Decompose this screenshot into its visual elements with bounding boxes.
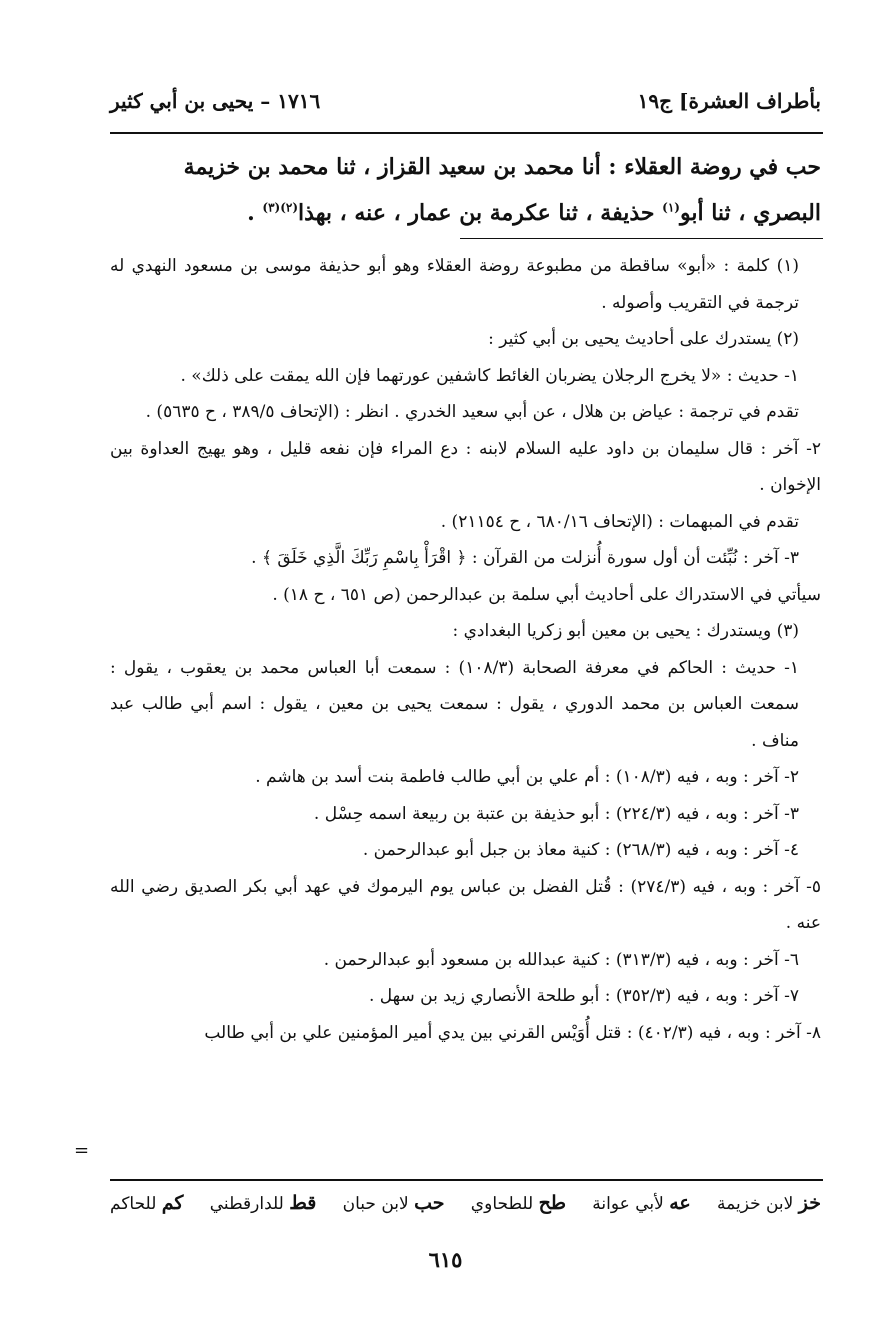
- book-title: بأطراف العشرة] ج١٩: [637, 89, 821, 113]
- abbrev-item: حب لابن حبان: [342, 1192, 445, 1214]
- footnote-2: (٢) يستدرك على أحاديث يحيى بن أبي كثير :: [488, 329, 799, 349]
- note-item: ٢- آخر : وبه ، فيه (١٠٨/٣) : أم علي بن أبي طالب فاطمة بنت أسد بن هاشم .: [255, 767, 799, 787]
- page-number: ٦١٥: [428, 1247, 463, 1272]
- note-item: ٨- آخر : وبه ، فيه (٤٠٢/٣) : قتل أُوَيْس القرني بين يدي أمير المؤمنين علي بن أبي طالب: [204, 1022, 821, 1043]
- footnote-1: (١) كلمة : «أبو» ساقطة من مطبوعة روضة العقلاء وهو أبو حذيفة موسى بن مسعود النهدي له ترجمة في التقريب وأصوله .: [110, 256, 799, 313]
- continuation-mark: =: [74, 1140, 90, 1161]
- abbrev-item: طح للطحاوي: [470, 1192, 567, 1214]
- main-text: [110, 144, 821, 236]
- note-item: ١- حديث : الحاكم في معرفة الصحابة (١٠٨/٣) : سمعت أبا العباس محمد بن يعقوب ، يقول : سمعت العباس بن محمد الدوري ، يقول : سمعت يحيى بن معين ، يقول : اسم أبي طالب عبد مناف .: [110, 657, 799, 751]
- note-item: سيأتي في الاستدراك على أحاديث أبي سلمة بن عبدالرحمن (ص ٦٥١ ، ح ١٨) .: [272, 584, 821, 605]
- footnote-ref-1[interactable]: (١): [662, 200, 680, 215]
- footnote-ref-2-3[interactable]: (٢)(٣): [262, 200, 299, 215]
- note-item: تقدم في ترجمة : عياض بن هلال ، عن أبي سعيد الخدري . انظر : (الإتحاف ٣٨٩/٥ ، ح ٥٦٣٥) .: [145, 402, 799, 422]
- abbrev-item: عه لأبي عوانة: [592, 1192, 691, 1214]
- note-item: تقدم في المبهمات : (الإتحاف ٦٨٠/١٦ ، ح ٢١١٥٤) .: [440, 511, 799, 532]
- main-line-1: حب في روضة العقلاء : أنا محمد بن سعيد القزاز ، ثنا محمد بن خزيمة: [183, 154, 821, 180]
- running-header: [110, 84, 821, 118]
- footnotes: [110, 248, 821, 1051]
- abbrev-item: كم للحاكم: [110, 1192, 184, 1214]
- header-rule: [110, 132, 823, 134]
- abbrev-item: قط للدارقطني: [209, 1192, 317, 1214]
- abbrev-item: خز لابن خزيمة: [717, 1192, 821, 1214]
- section-title: ١٧١٦ – يحيى بن أبي كثير: [110, 89, 321, 113]
- bottom-rule: [110, 1179, 823, 1181]
- footnote-rule: [460, 238, 823, 239]
- note-item: ٥- آخر : وبه ، فيه (٢٧٤/٣) : قُتل الفضل بن عباس يوم اليرموك في عهد أبي بكر الصديق رضي الله عنه .: [110, 876, 821, 933]
- note-item: ٧- آخر : وبه ، فيه (٣٥٢/٣) : أبو طلحة الأنصاري زيد بن سهل .: [368, 986, 799, 1006]
- note-item: ٦- آخر : وبه ، فيه (٣١٣/٣) : كنية عبدالله بن مسعود أبو عبدالرحمن .: [323, 949, 799, 970]
- main-line-2: البصري ، ثنا أبو$^{(١)}$ حذيفة ، ثنا عكرمة بن عمار ، عنه ، بهذا$^{(٢)(٣)}$ .: [247, 200, 821, 226]
- note-item: ٢- آخر : قال سليمان بن داود عليه السلام لابنه : دع المراء فإن نفعه قليل ، وهو يهيج العداوة بين الإخوان .: [110, 438, 821, 495]
- note-item: ٤- آخر : وبه ، فيه (٢٦٨/٣) : كنية معاذ بن جبل أبو عبدالرحمن .: [362, 840, 799, 860]
- footnote-3: (٣) ويستدرك : يحيى بن معين أبو زكريا البغدادي :: [452, 621, 799, 641]
- note-item: ٣- آخر : وبه ، فيه (٢٢٤/٣) : أبو حذيفة بن عتبة بن ربيعة اسمه حِسْل .: [313, 803, 799, 824]
- note-item: ٣- آخر : نُبِّئت أن أول سورة أُنزلت من القرآن : ﴿ اقْرَأْ بِاسْمِ رَبِّكَ الَّذِي خَلَقَ ﴾ .: [251, 548, 799, 568]
- note-item: ١- حديث : «لا يخرج الرجلان يضربان الغائط كاشفين عورتهما فإن الله يمقت على ذلك» .: [180, 365, 799, 386]
- abbreviation-key: [110, 1192, 821, 1214]
